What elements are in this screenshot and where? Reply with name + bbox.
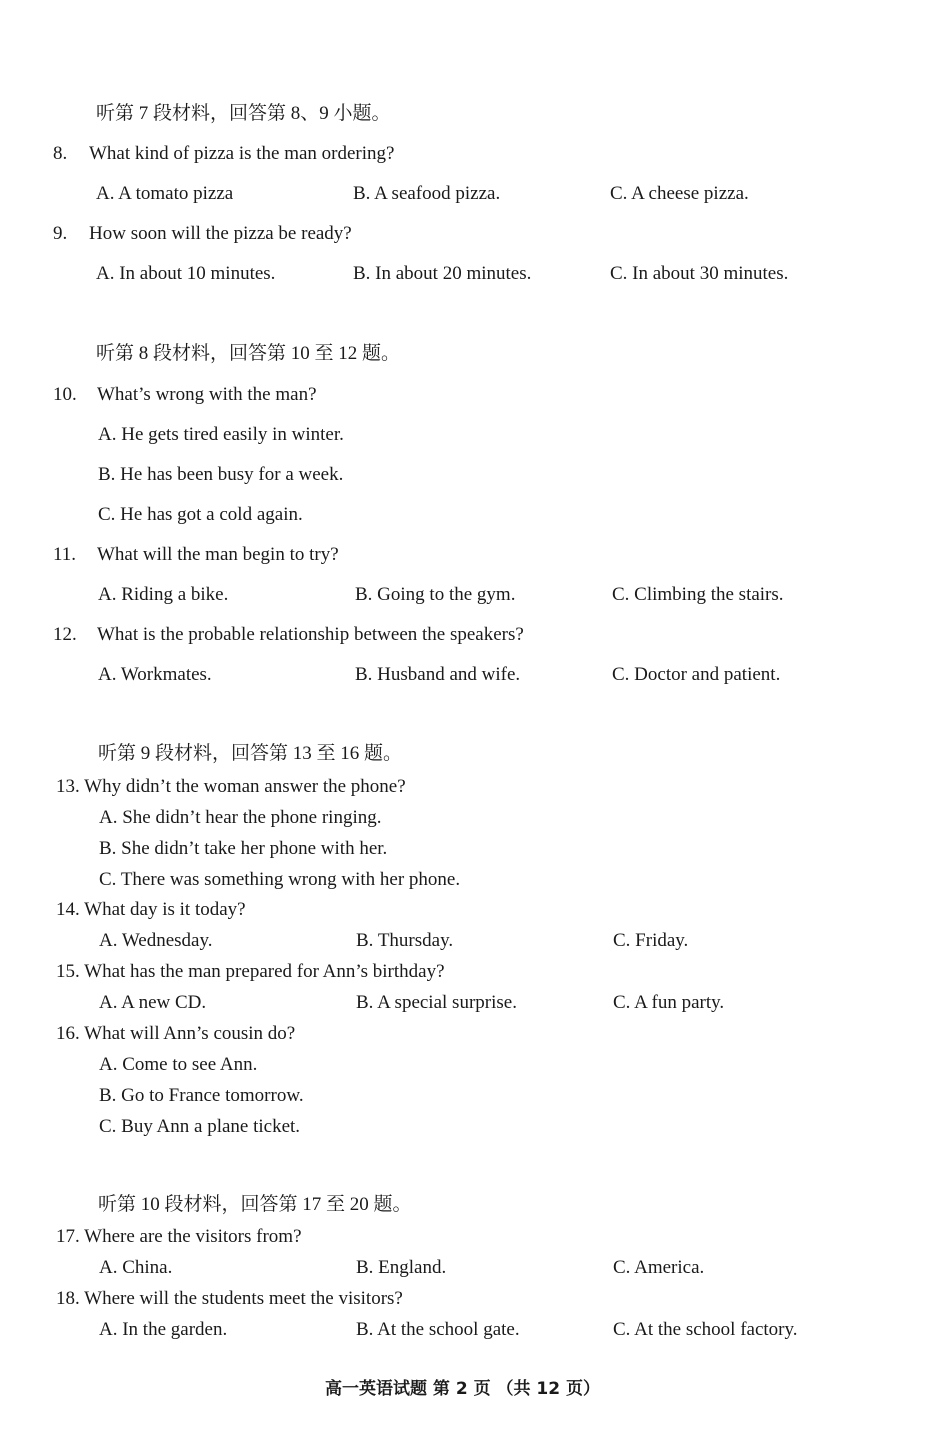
question-number: 12. [53, 624, 77, 645]
page-footer: 高一英语试题 第 2 页 （共 12 页） [325, 1379, 600, 1399]
option-a: A. She didn’t hear the phone ringing. [99, 807, 382, 828]
question-16: 16. What will Ann’s cousin do? [56, 1023, 296, 1044]
option-c: C. America. [613, 1257, 705, 1278]
question-text: What’s wrong with the man? [97, 384, 317, 405]
option-a: A. China. [99, 1257, 173, 1278]
option-b: B. At the school gate. [356, 1319, 520, 1340]
question-9 [53, 222, 352, 246]
option-a: A. Riding a bike. [98, 584, 229, 605]
option-c: C. At the school factory. [613, 1319, 798, 1340]
question-text: What will the man begin to try? [97, 544, 339, 565]
question-15: 15. What has the man prepared for Ann’s birthday? [56, 961, 445, 982]
section-heading: 听第 10 段材料，回答第 17 至 20 题。 [98, 1194, 412, 1215]
option-a: A. He gets tired easily in winter. [98, 424, 344, 445]
option-c: C. Buy Ann a plane ticket. [99, 1116, 301, 1137]
option-b: B. Going to the gym. [355, 584, 516, 605]
option-c: C. Climbing the stairs. [612, 584, 784, 605]
option-b: B. A special surprise. [356, 992, 517, 1013]
question-number: 10. [53, 384, 77, 405]
option-a: A. A tomato pizza [96, 183, 234, 204]
question-number: 11. [53, 544, 77, 565]
question-18: 18. Where will the students meet the visitors? [56, 1288, 403, 1309]
question-10 [53, 383, 317, 407]
option-a: A. Workmates. [98, 664, 212, 685]
question-13: 13. Why didn’t the woman answer the phone? [56, 776, 406, 797]
option-c: C. A fun party. [613, 992, 725, 1013]
option-a: A. Come to see Ann. [99, 1054, 258, 1075]
option-a: A. Wednesday. [99, 930, 213, 951]
section-heading: 听第 8 段材料，回答第 10 至 12 题。 [96, 343, 401, 364]
option-b: B. She didn’t take her phone with her. [99, 838, 388, 859]
option-c: C. Doctor and patient. [612, 664, 781, 685]
question-14: 14. What day is it today? [56, 899, 246, 920]
option-b: B. England. [356, 1257, 447, 1278]
option-c: C. There was something wrong with her phone. [99, 869, 461, 890]
option-b: B. Husband and wife. [355, 664, 521, 685]
option-a: A. In the garden. [99, 1319, 228, 1340]
question-8 [53, 142, 394, 166]
option-c: C. Friday. [613, 930, 689, 951]
option-b: B. Thursday. [356, 930, 454, 951]
option-a: A. A new CD. [99, 992, 207, 1013]
question-number: 8. [53, 143, 68, 164]
question-text: What is the probable relationship between the speakers? [97, 624, 524, 645]
option-b: B. In about 20 minutes. [353, 263, 532, 284]
question-text: What kind of pizza is the man ordering? [89, 143, 395, 164]
section-heading: 听第 9 段材料，回答第 13 至 16 题。 [98, 743, 403, 764]
option-c: C. He has got a cold again. [98, 504, 303, 525]
option-b: B. Go to France tomorrow. [99, 1085, 304, 1106]
option-b: B. A seafood pizza. [353, 183, 501, 204]
option-b: B. He has been busy for a week. [98, 464, 344, 485]
option-c: C. In about 30 minutes. [610, 263, 789, 284]
question-text: How soon will the pizza be ready? [89, 223, 352, 244]
question-17: 17. Where are the visitors from? [56, 1226, 302, 1247]
question-number: 9. [53, 223, 68, 244]
section-heading: 听第 7 段材料，回答第 8、9 小题。 [96, 103, 391, 124]
option-a: A. In about 10 minutes. [96, 263, 276, 284]
question-12 [53, 623, 524, 647]
option-c: C. A cheese pizza. [610, 183, 749, 204]
question-11 [53, 543, 339, 567]
